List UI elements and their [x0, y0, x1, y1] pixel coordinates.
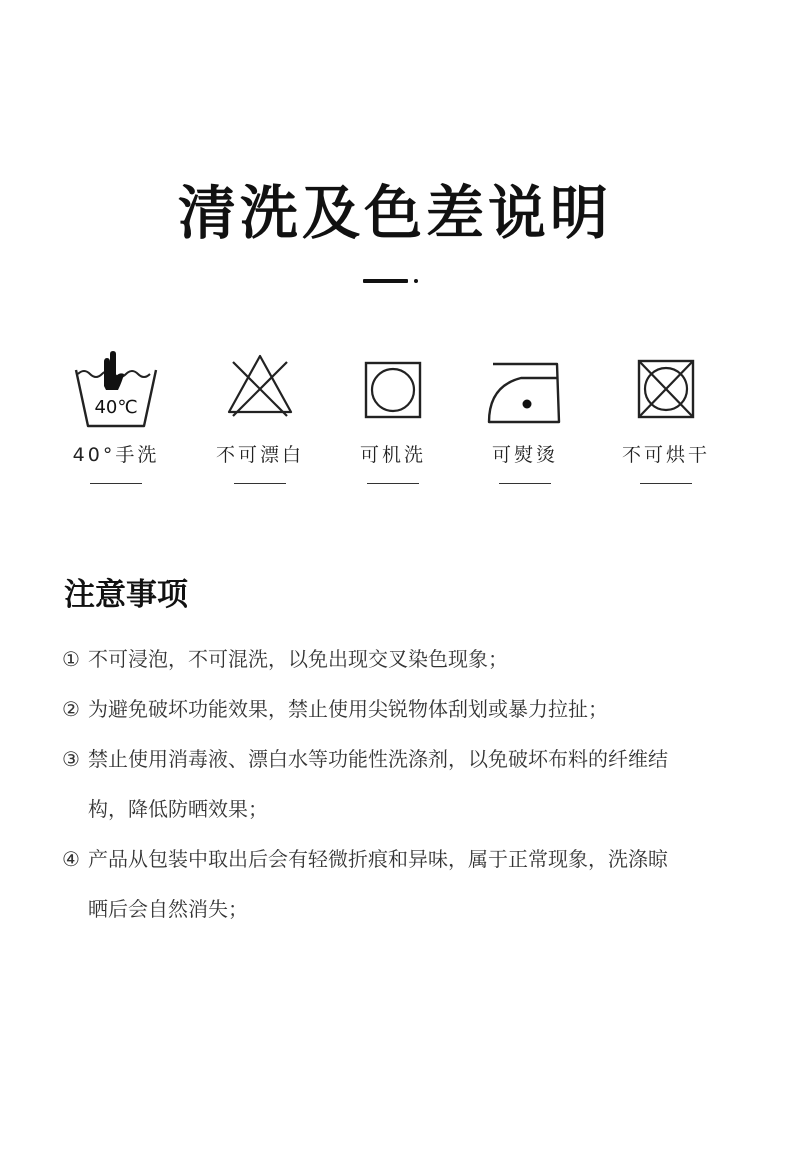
note-text: 不可浸泡，不可混洗，以免出现交叉染色现象； [88, 647, 508, 671]
care-item-iron [460, 350, 590, 490]
care-divider [90, 483, 142, 484]
note-number: ③ [62, 747, 80, 771]
note-number: ④ [62, 847, 80, 871]
no-bleach-icon [225, 350, 295, 420]
care-label-no-tumble-dry: 不可烘干 [621, 444, 710, 466]
care-divider [640, 483, 692, 484]
svg-text:40℃: 40℃ [94, 397, 138, 418]
care-item-no-bleach [195, 350, 325, 490]
note-text-continued: 晒后会自然消失； [88, 897, 248, 921]
care-label-machine-wash: 可机洗 [359, 444, 426, 466]
note-text: 禁止使用消毒液、漂白水等功能性洗涤剂，以免破坏布料的纤维结 [88, 747, 668, 771]
care-item-no-tumble-dry [601, 350, 731, 490]
care-item-hand-wash [51, 350, 181, 490]
title-decoration [363, 277, 433, 285]
care-label-iron: 可熨烫 [491, 444, 558, 466]
notes-title: 注意事项 [64, 577, 188, 613]
note-item [62, 834, 732, 934]
care-divider [367, 483, 419, 484]
no-tumble-dry-icon [631, 350, 701, 420]
note-number: ① [62, 647, 80, 671]
note-text-continued: 构，降低防晒效果； [88, 797, 268, 821]
note-text: 为避免破坏功能效果，禁止使用尖锐物体刮划或暴力拉扯； [88, 697, 608, 721]
iron-icon [483, 350, 567, 430]
note-item [62, 634, 732, 684]
machine-wash-icon [358, 350, 428, 420]
care-divider [499, 483, 551, 484]
title-underline-bar [363, 279, 408, 283]
note-item [62, 684, 732, 734]
note-text: 产品从包装中取出后会有轻微折痕和异味，属于正常现象，洗涤晾 [88, 847, 668, 871]
page-title: 清洗及色差说明 [177, 179, 612, 247]
care-label-no-bleach: 不可漂白 [215, 444, 304, 466]
care-divider [234, 483, 286, 484]
note-number: ② [62, 697, 80, 721]
care-item-machine-wash [328, 350, 458, 490]
hand-wash-40-icon [74, 350, 158, 430]
note-item [62, 734, 732, 834]
care-label-hand-wash: 40°手洗 [72, 444, 160, 466]
title-underline-dot [414, 279, 418, 283]
